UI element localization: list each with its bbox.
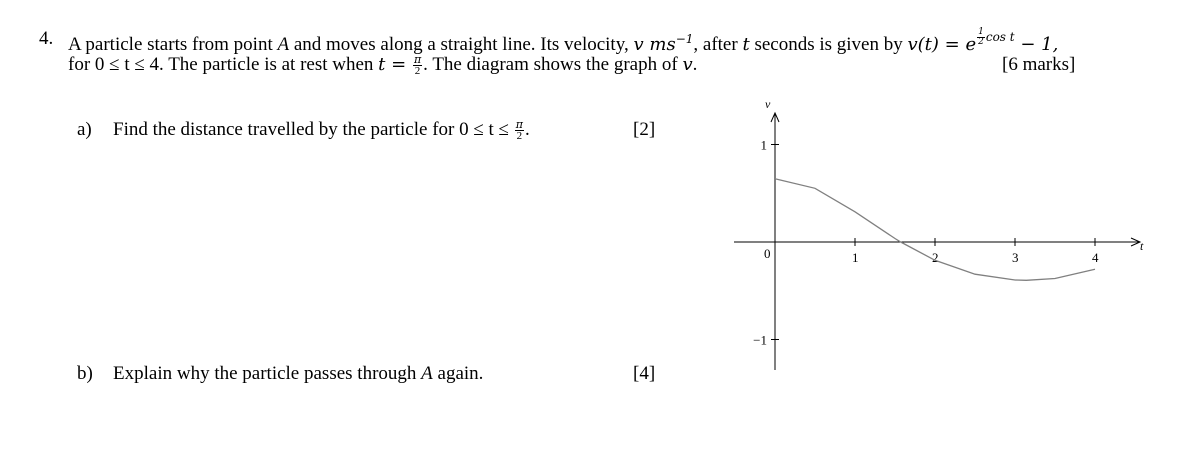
question-number: 4. <box>39 28 54 49</box>
x-tick-label-2: 2 <box>932 250 939 265</box>
pi-over-2-fraction: $\frac{\pi}{2}$ <box>413 53 422 78</box>
part-a-text: Find the distance travelled by the particle for 0 ≤ t ≤ $\frac{\pi}{2}$ . <box>113 118 530 143</box>
question-line-2: for 0 ≤ t ≤ 4. The particle is at rest when t = $\frac{\pi}{2}$ . The diagram shows the graph of v. <box>68 53 698 78</box>
velocity-curve <box>775 179 1095 281</box>
v-axis-label: v <box>765 97 771 111</box>
part-a-fraction: $\frac{\pi}{2}$ <box>515 118 523 143</box>
y-tick-label-pos-1: 1 <box>760 137 767 153</box>
question-marks: [6 marks] <box>1002 54 1076 75</box>
velocity-formula: v(t) = e $^{\frac{1}{2} cos t}$ − 1, <box>907 27 1059 55</box>
part-b-label: b) <box>77 363 93 384</box>
x-tick-label-3: 3 <box>1012 250 1019 265</box>
x-tick-label-4: 4 <box>1092 250 1099 265</box>
part-b-text: Explain why the particle passes through A again. <box>113 363 484 384</box>
origin-label: 0 <box>764 246 771 261</box>
part-a-label: a) <box>77 119 92 140</box>
x-tick-label-1: 1 <box>852 250 859 265</box>
y-tick-label-neg-1: −1 <box>753 332 767 348</box>
graph-axes <box>734 113 1140 370</box>
part-a-marks: [2] <box>633 119 656 140</box>
t-axis-label: t <box>1140 239 1144 253</box>
question-line-1: A particle starts from point A and moves along a straight line. Its velocity, v $ms^{-1}$, after t seconds is given by v(t) = e $^{\frac{1}{2} cos t}$ − 1, <box>68 27 1059 55</box>
part-b-marks: [4] <box>633 363 656 384</box>
